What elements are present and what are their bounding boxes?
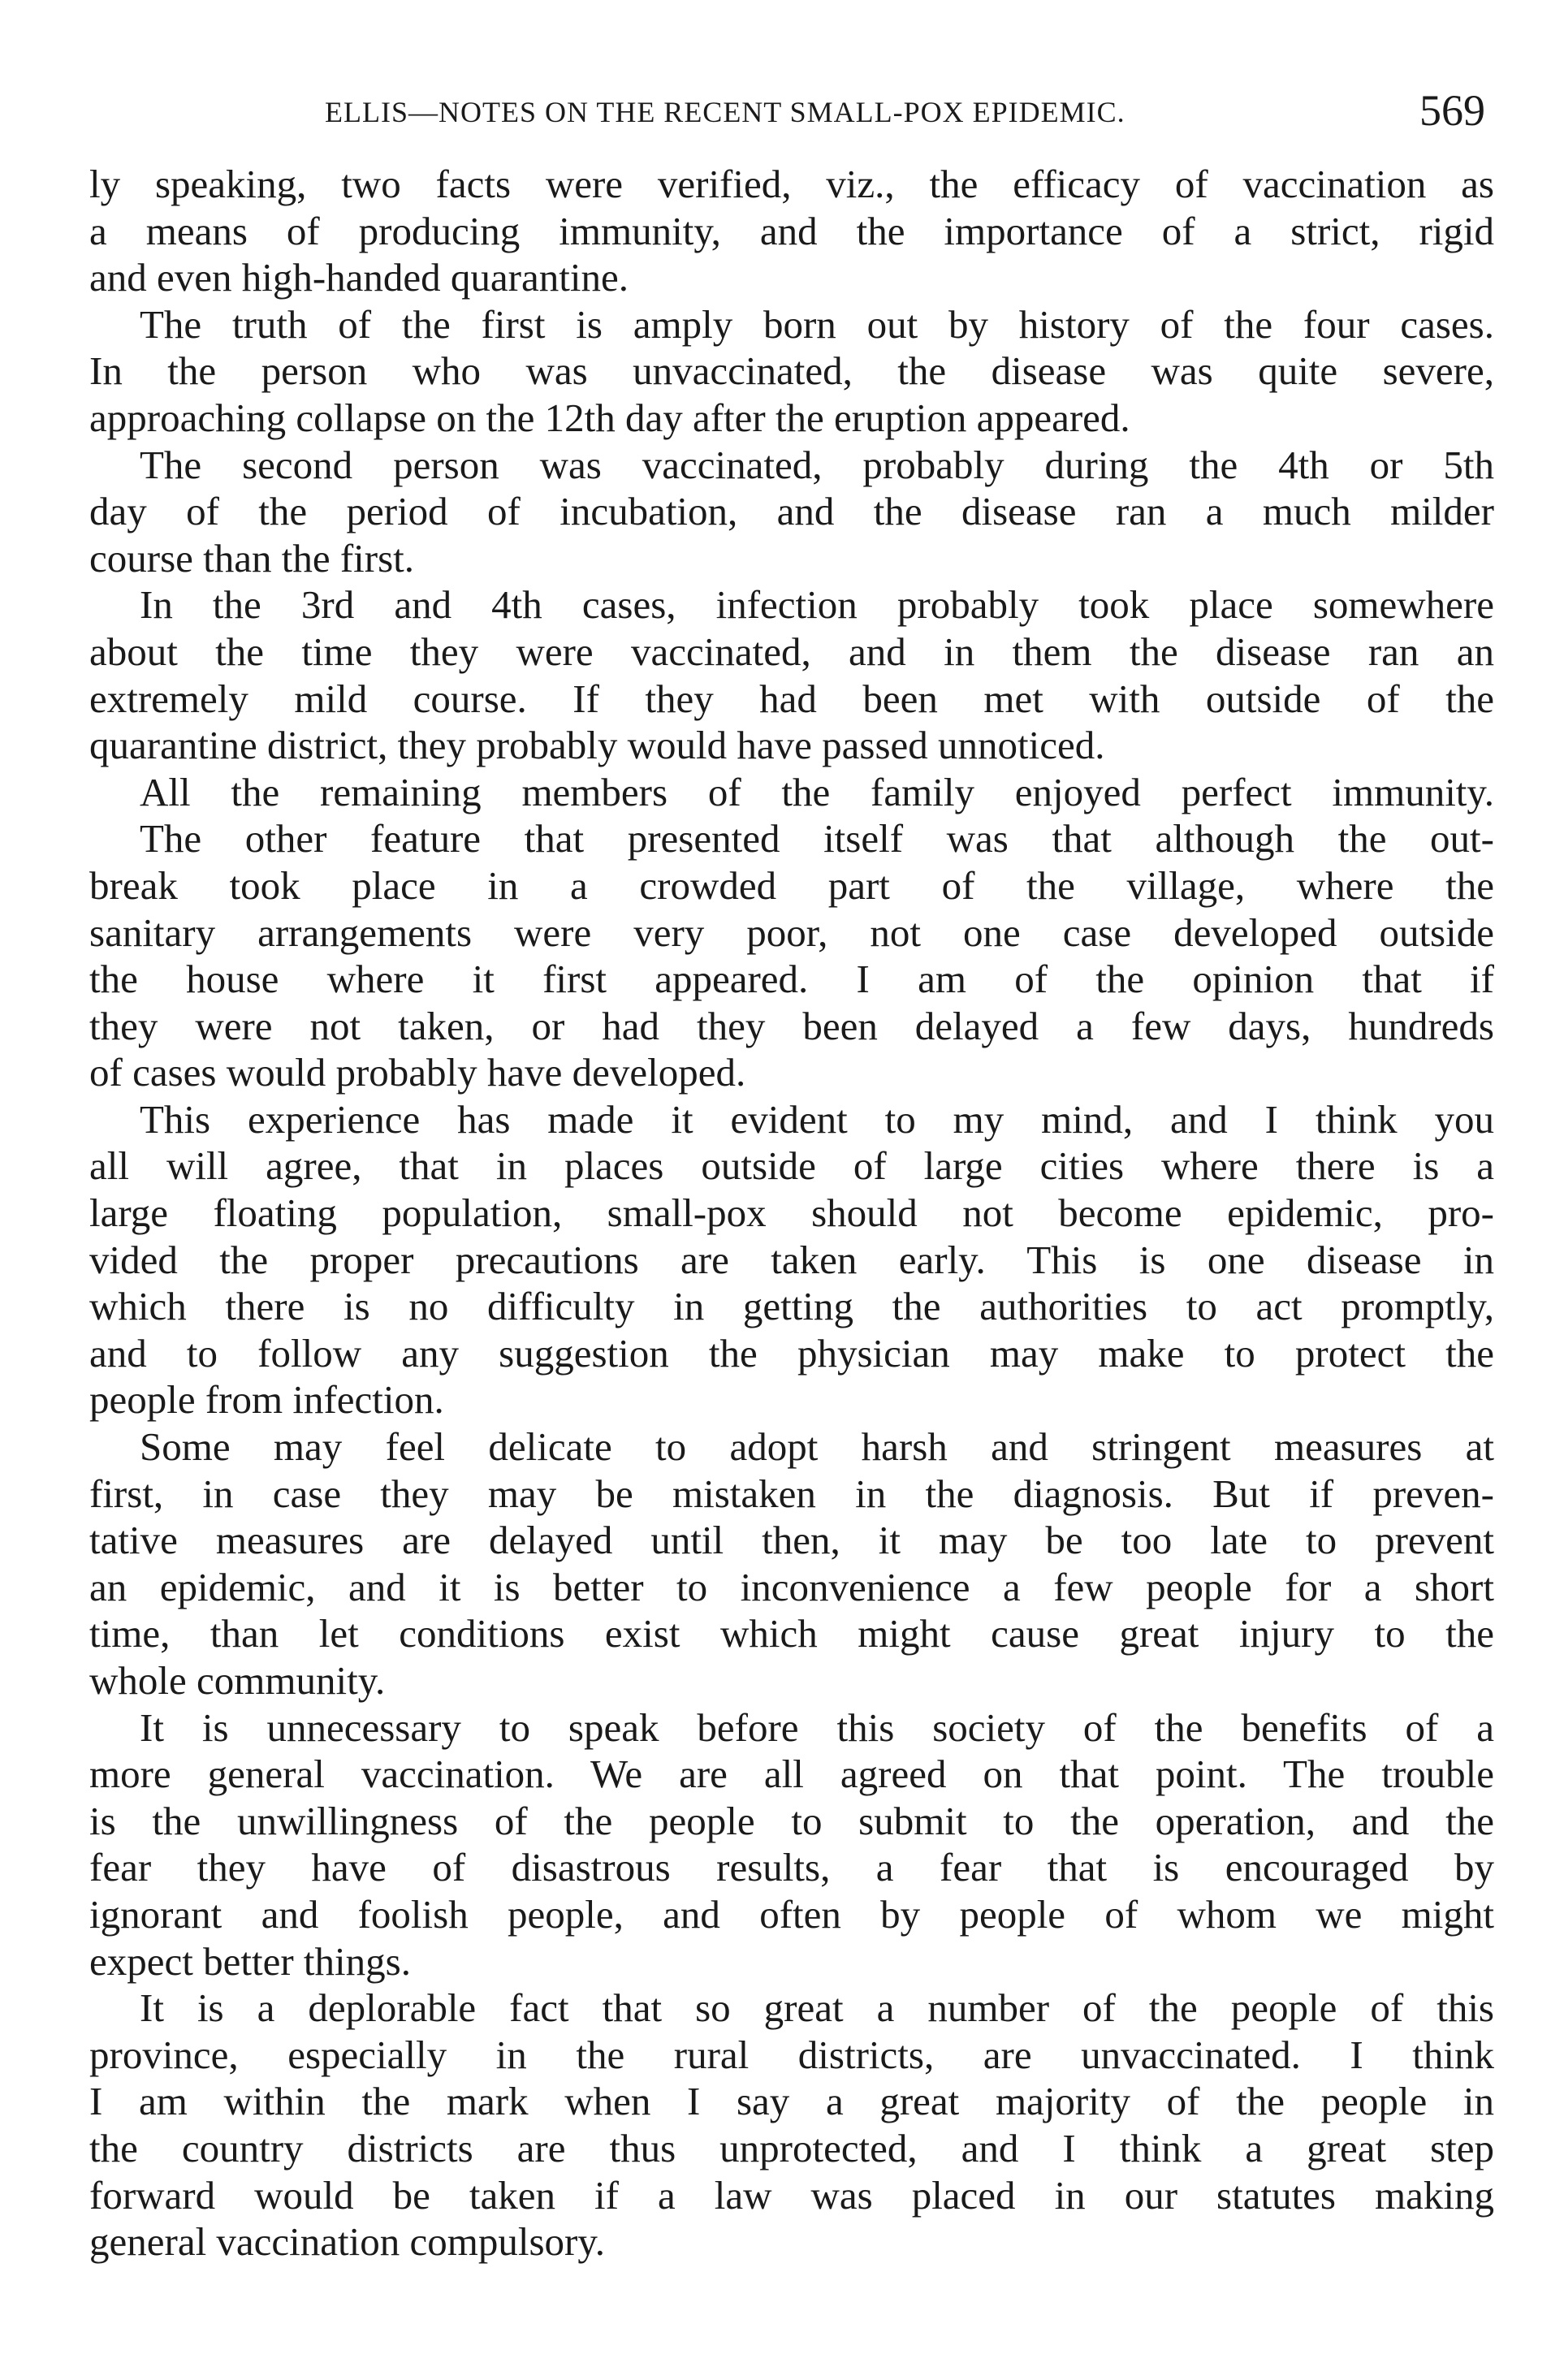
text-line: It is a deplorable fact that so great a number of the people of this xyxy=(140,1985,1494,2031)
text-line: All the remaining members of the family enjoyed perfect immunity. xyxy=(140,769,1494,814)
text-line: large floating population, small-pox should not become epidemic, pro- xyxy=(89,1190,1494,1236)
text-line: is the unwillingness of the people to submit to the operation, and the xyxy=(89,1798,1494,1843)
text-line: of cases would probably have developed. xyxy=(89,1050,746,1095)
article-body xyxy=(89,161,1494,2266)
text-line: tative measures are delayed until then, it may be too late to prevent xyxy=(89,1518,1494,1563)
text-line: day of the period of incubation, and the disease ran a much milder xyxy=(89,489,1494,534)
text-line: course than the first. xyxy=(89,535,415,581)
text-line: whole community. xyxy=(89,1658,386,1703)
text-line: Some may feel delicate to adopt harsh and stringent measures at xyxy=(140,1424,1494,1470)
text-line: ly speaking, two facts were verified, viz., the efficacy of vaccination as xyxy=(89,162,1494,206)
running-head: ELLIS—NOTES ON THE RECENT SMALL-POX EPIDEMIC. xyxy=(325,96,1125,128)
page-header xyxy=(0,85,1564,142)
text-line: quarantine district, they probably would have passed unnoticed. xyxy=(89,723,1105,768)
text-line: In the person who was unvaccinated, the disease was quite severe, xyxy=(89,348,1494,394)
text-line: and even high-handed quarantine. xyxy=(89,255,629,300)
text-line: fear they have of disastrous results, a fear that is encouraged by xyxy=(89,1845,1494,1890)
text-line: general vaccination compulsory. xyxy=(89,2219,605,2265)
text-line: more general vaccination. We are all agreed on that point. The trouble xyxy=(89,1752,1494,1797)
text-line: people from infection. xyxy=(89,1377,444,1423)
text-line: the house where it first appeared. I am of the opinion that if xyxy=(89,957,1494,1002)
text-line: province, especially in the rural districts, are unvaccinated. I think xyxy=(89,2032,1494,2077)
text-line: about the time they were vaccinated, and in them the disease ran an xyxy=(89,628,1494,674)
page-number: 569 xyxy=(1419,86,1485,135)
text-line: It is unnecessary to speak before this society of the benefits of a xyxy=(140,1704,1494,1750)
text-line: In the 3rd and 4th cases, infection probably took place somewhere xyxy=(140,582,1494,628)
text-line: vided the proper precautions are taken early. This is one disease in xyxy=(89,1237,1494,1282)
text-line: and to follow any suggestion the physician may make to protect the xyxy=(89,1330,1494,1376)
text-line: forward would be taken if a law was placed in our statutes making xyxy=(89,2172,1494,2218)
text-line: expect better things. xyxy=(89,1938,411,1984)
text-line: extremely mild course. If they had been met with outside of the xyxy=(89,676,1494,721)
text-line: approaching collapse on the 12th day after the eruption appeared. xyxy=(89,395,1130,440)
text-line: ignorant and foolish people, and often by people of whom we might xyxy=(89,1891,1494,1937)
text-line: an epidemic, and it is better to inconvenience a few people for a short xyxy=(89,1564,1494,1609)
text-line: sanitary arrangements were very poor, not one case developed outside xyxy=(89,909,1494,955)
text-line: I am within the mark when I say a great majority of the people in xyxy=(89,2079,1494,2124)
text-line: all will agree, that in places outside of large cities where there is a xyxy=(89,1143,1494,1189)
text-line: The truth of the first is amply born out by history of the four cases. xyxy=(140,301,1494,347)
text-line: which there is no difficulty in getting the authorities to act promptly, xyxy=(89,1284,1494,1329)
text-line: The other feature that presented itself was that although the out- xyxy=(140,816,1494,862)
text-line: they were not taken, or had they been delayed a few days, hundreds xyxy=(89,1003,1494,1048)
text-line: This experience has made it evident to my mind, and I think you xyxy=(140,1096,1494,1142)
text-line: break took place in a crowded part of the village, where the xyxy=(89,862,1494,908)
text-line: time, than let conditions exist which might cause great injury to the xyxy=(89,1611,1494,1656)
text-line: the country districts are thus unprotected, and I think a great step xyxy=(89,2125,1494,2171)
text-line: first, in case they may be mistaken in the diagnosis. But if preven- xyxy=(89,1471,1494,1516)
text-line: a means of producing immunity, and the importance of a strict, rigid xyxy=(89,208,1494,253)
text-line: The second person was vaccinated, probably during the 4th or 5th xyxy=(140,442,1494,487)
